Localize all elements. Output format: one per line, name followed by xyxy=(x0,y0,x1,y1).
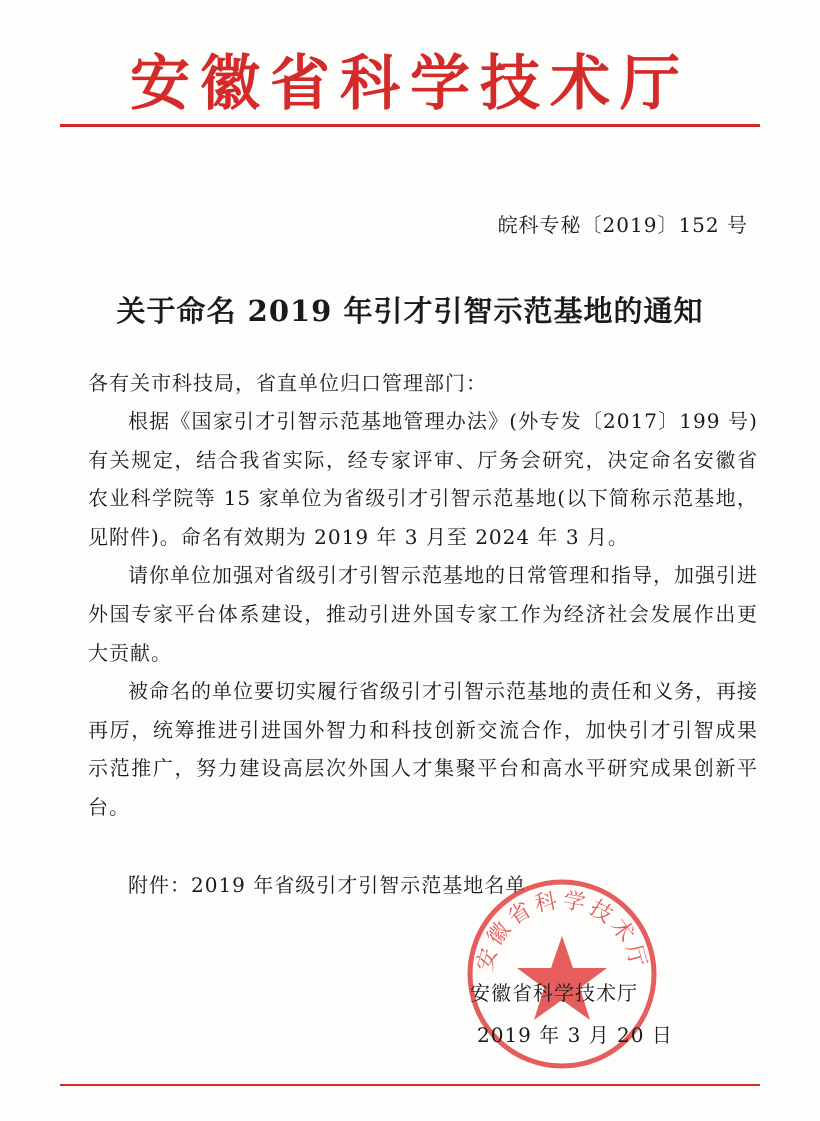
body-paragraph: 根据《国家引才引智示范基地管理办法》(外专发〔2017〕199 号)有关规定，结合我省实际，经专家评审、厅务会研究，决定命名安徽省农业科学院等 15 家单位为省级引才引智示范基地(以下简称示范基地，见附件)。命名有效期为 2019 年 3 月至 2024 年 3 月。 xyxy=(88,409,758,549)
attachment-line: 附件：2019 年省级引才引智示范基地名单 xyxy=(128,873,527,897)
body-paragraph: 请你单位加强对省级引才引智示范基地的日常管理和指导，加强引进外国专家平台体系建设，推动引进外国专家工作为经济社会发展作出更大贡献。 xyxy=(88,563,758,665)
signer-name: 安徽省科学技术厅 xyxy=(470,981,638,1005)
masthead-red-rule xyxy=(60,124,760,127)
footer-red-rule xyxy=(60,1084,760,1086)
seal-text: 安徽省科学技术厅 xyxy=(472,888,652,974)
issuer-masthead: 安徽省科学技术厅 xyxy=(130,49,690,119)
document-title: 关于命名 2019 年引才引智示范基地的通知 xyxy=(116,294,704,328)
issue-date: 2019 年 3 月 20 日 xyxy=(477,1023,673,1047)
addressee-line: 各有关市科技局，省直单位归口管理部门： xyxy=(88,371,487,395)
document-number: 皖科专秘〔2019〕152 号 xyxy=(497,213,748,237)
body-paragraph: 被命名的单位要切实履行省级引才引智示范基地的责任和义务，再接再厉，统筹推进引进国外智力和科技创新交流合作，加快引才引智成果示范推广，努力建设高层次外国人才集聚平台和高水平研究成果创新平台。 xyxy=(88,679,758,819)
document-body xyxy=(88,402,758,827)
